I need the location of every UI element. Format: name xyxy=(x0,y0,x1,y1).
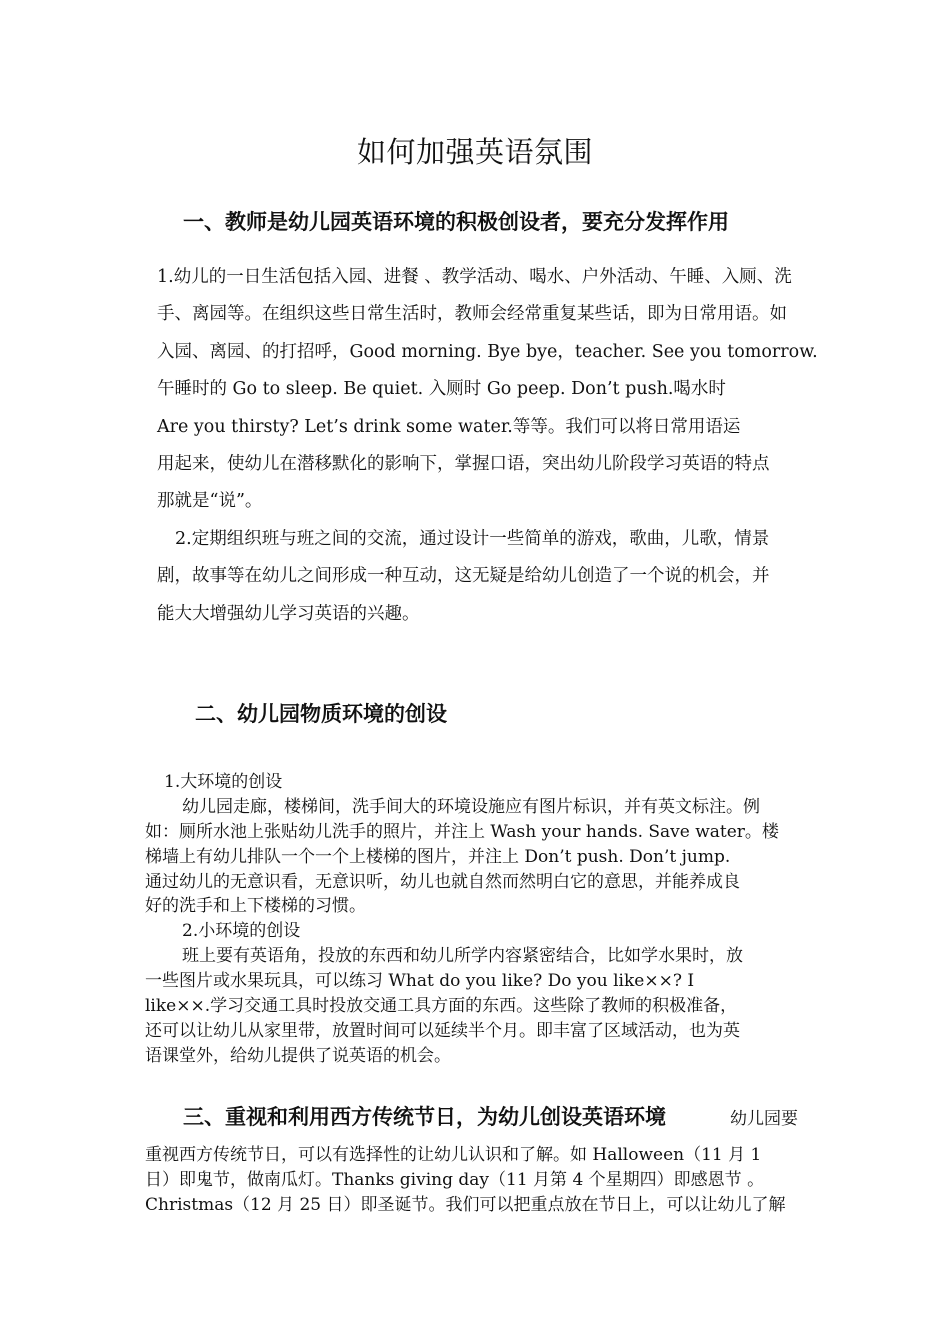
paragraph-line: 那就是“说”。 xyxy=(157,491,263,511)
paragraph-line: 如：厕所水池上张贴幼儿洗手的照片，并注上 Wash your hands. Save water。楼 xyxy=(145,822,779,842)
section3-heading: 三、重视和利用西方传统节日，为幼儿创设英语环境 xyxy=(183,1105,666,1129)
paragraph-line: 手、离园等。在组织这些日常生活时，教师会经常重复某些话，即为日常用语。如 xyxy=(157,304,787,324)
paragraph-line: 2.定期组织班与班之间的交流，通过设计一些简单的游戏，歌曲，儿歌，情景 xyxy=(175,529,770,549)
paragraph-line: 还可以让幼儿从家里带，放置时间可以延续半个月。即丰富了区域活动，也为英 xyxy=(145,1021,740,1041)
document-title: 如何加强英语氛围 xyxy=(356,135,593,169)
paragraph-line: 1.幼儿的一日生活包括入园、进餐 、教学活动、喝水、户外活动、午睡、入厕、洗 xyxy=(157,267,792,287)
paragraph-line: 班上要有英语角，投放的东西和幼儿所学内容紧密结合，比如学水果时，放 xyxy=(182,946,743,966)
paragraph-line: like××.学习交通工具时投放交通工具方面的东西。这些除了教师的积极准备， xyxy=(145,996,738,1016)
paragraph-line: Are you thirsty? Let’s drink some water.等等。我们可以将日常用语运 xyxy=(157,417,741,437)
paragraph-line: 梯墙上有幼儿排队一个一个上楼梯的图片，并注上 Don’t push. Don’t jump. xyxy=(145,847,731,867)
paragraph-line: 好的洗手和上下楼梯的习惯。 xyxy=(145,896,366,916)
paragraph-line: 用起来，使幼儿在潜移默化的影响下，掌握口语，突出幼儿阶段学习英语的特点 xyxy=(157,454,770,474)
section3-heading-tail: 幼儿园要 xyxy=(730,1109,798,1129)
paragraph-line: 入园、离园、的打招呼，Good morning. Bye bye，teacher. See you tomorrow. xyxy=(157,342,818,362)
paragraph-line: 2.小环境的创设 xyxy=(182,921,301,941)
paragraph-line: 午睡时的 Go to sleep. Be quiet. 入厕时 Go peep. Don’t push.喝水时 xyxy=(157,379,726,399)
paragraph-line: 幼儿园走廊，楼梯间，洗手间大的环境设施应有图片标识，并有英文标注。例 xyxy=(182,797,760,817)
section1-heading: 一、教师是幼儿园英语环境的积极创设者，要充分发挥作用 xyxy=(183,210,729,234)
paragraph-line: 重视西方传统节日，可以有选择性的让幼儿认识和了解。如 Halloween（11 月 1 xyxy=(145,1145,762,1165)
paragraph-line: 剧，故事等在幼儿之间形成一种互动，这无疑是给幼儿创造了一个说的机会，并 xyxy=(157,566,770,586)
section2-heading: 二、幼儿园物质环境的创设 xyxy=(195,702,447,726)
paragraph-line: 1.大环境的创设 xyxy=(164,772,283,792)
paragraph-line: 一些图片或水果玩具，可以练习 What do you like? Do you like××? I xyxy=(145,971,695,991)
paragraph-line: Christmas（12 月 25 日）即圣诞节。我们可以把重点放在节日上，可以让幼儿了解 xyxy=(145,1195,786,1215)
paragraph-line: 能大大增强幼儿学习英语的兴趣。 xyxy=(157,604,420,624)
paragraph-line: 语课堂外，给幼儿提供了说英语的机会。 xyxy=(145,1046,451,1066)
paragraph-line: 日）即鬼节，做南瓜灯。Thanks giving day（11 月第 4 个星期四）即感恩节 。 xyxy=(145,1170,765,1190)
paragraph-line: 通过幼儿的无意识看，无意识听，幼儿也就自然而然明白它的意思，并能养成良 xyxy=(145,872,740,892)
